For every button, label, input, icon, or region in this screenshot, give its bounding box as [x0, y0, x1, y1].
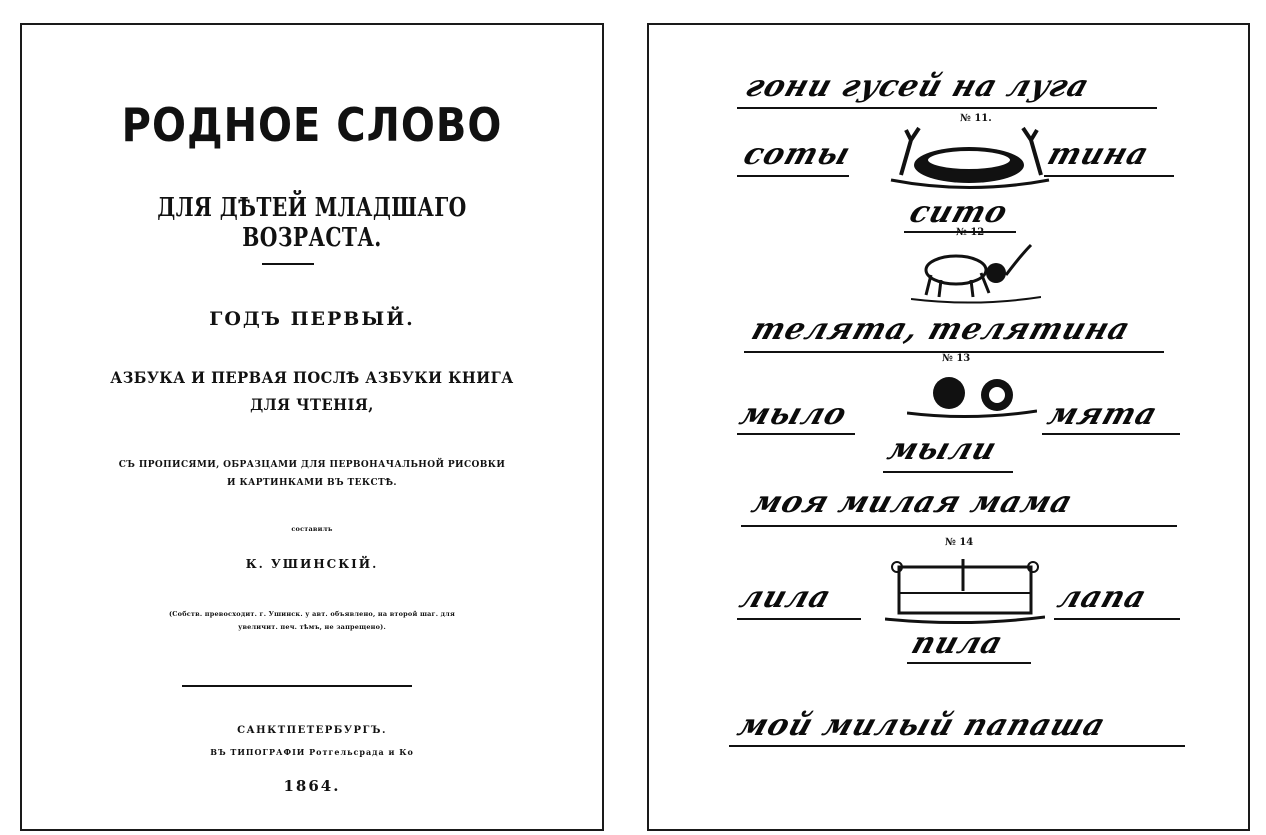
script-baseline	[907, 662, 1031, 664]
script-baseline	[1042, 433, 1180, 435]
script-phrase: телята, телятина	[747, 312, 1135, 347]
bench-illustration	[885, 545, 1045, 625]
script-phrase: моя милая мама	[747, 485, 1078, 520]
script-word: мыло	[735, 397, 852, 432]
script-baseline	[741, 525, 1177, 527]
picture-number: № 11.	[960, 113, 992, 124]
script-baseline	[737, 107, 1157, 109]
script-baseline	[1054, 618, 1180, 620]
divider	[262, 263, 314, 265]
contents-line1: СЪ ПРОПИСЯМИ, ОБРАЗЦАМИ ДЛЯ ПЕРВОНАЧАЛЬНОЙ РИСОВКИ	[118, 460, 506, 470]
script-baseline	[729, 745, 1185, 747]
composed-by: составилъ	[291, 525, 333, 533]
picture-number: № 13	[942, 353, 971, 364]
mice-illustration	[907, 365, 1037, 420]
script-word: мыли	[883, 432, 1002, 467]
script-phrase: гони гусей на луга	[741, 69, 1095, 104]
book-subtitle: ДЛЯ ДѢТЕЙ МЛАДШАГО ВОЗРАСТА.	[157, 193, 467, 253]
script-baseline	[737, 433, 855, 435]
copybook-page	[647, 23, 1250, 831]
script-baseline	[1044, 175, 1174, 177]
picture-number: № 12	[956, 227, 985, 238]
script-word: соты	[739, 137, 856, 172]
script-word: мята	[1043, 397, 1163, 432]
script-baseline	[737, 618, 861, 620]
script-baseline	[883, 471, 1013, 473]
calves-illustration	[911, 235, 1041, 305]
book-title: РОДНОЕ СЛОВО	[121, 99, 503, 153]
script-baseline	[737, 175, 849, 177]
title-page	[20, 23, 604, 831]
press-line: ВЪ ТИПОГРАФІИ Ротгельсрада и Ко	[210, 747, 414, 757]
ornament-rule	[182, 685, 412, 687]
city-line: САНКТПЕТЕРБУРГЪ.	[237, 725, 387, 736]
script-word: сито	[905, 195, 1013, 230]
print-year: 1864.	[283, 777, 341, 795]
note-line1: (Собств. превосходит. г. Ушинск. у авт. объявлено, на второй шаг. для	[169, 610, 455, 618]
script-word: пила	[907, 626, 1008, 661]
script-word: лила	[735, 580, 836, 615]
script-phrase: мой милый папаша	[733, 708, 1111, 743]
author-name: К. УШИНСКІЙ.	[245, 557, 379, 571]
year-heading: ГОДЪ ПЕРВЫЙ.	[209, 308, 415, 330]
book-description-line1: АЗБУКА И ПЕРВАЯ ПОСЛѢ АЗБУКИ КНИГА	[110, 368, 514, 387]
contents-line2: И КАРТИНКАМИ ВЪ ТЕКСТѢ.	[227, 478, 397, 488]
book-description-line2: ДЛЯ ЧТЕНІЯ,	[250, 395, 374, 414]
script-word: тина	[1043, 137, 1154, 172]
bird-nest-illustration	[881, 120, 1056, 190]
picture-number: № 14	[945, 537, 974, 548]
note-line2: увеличит. печ. тѣмъ, не запрещено).	[238, 623, 386, 631]
script-word: лапа	[1053, 580, 1152, 615]
